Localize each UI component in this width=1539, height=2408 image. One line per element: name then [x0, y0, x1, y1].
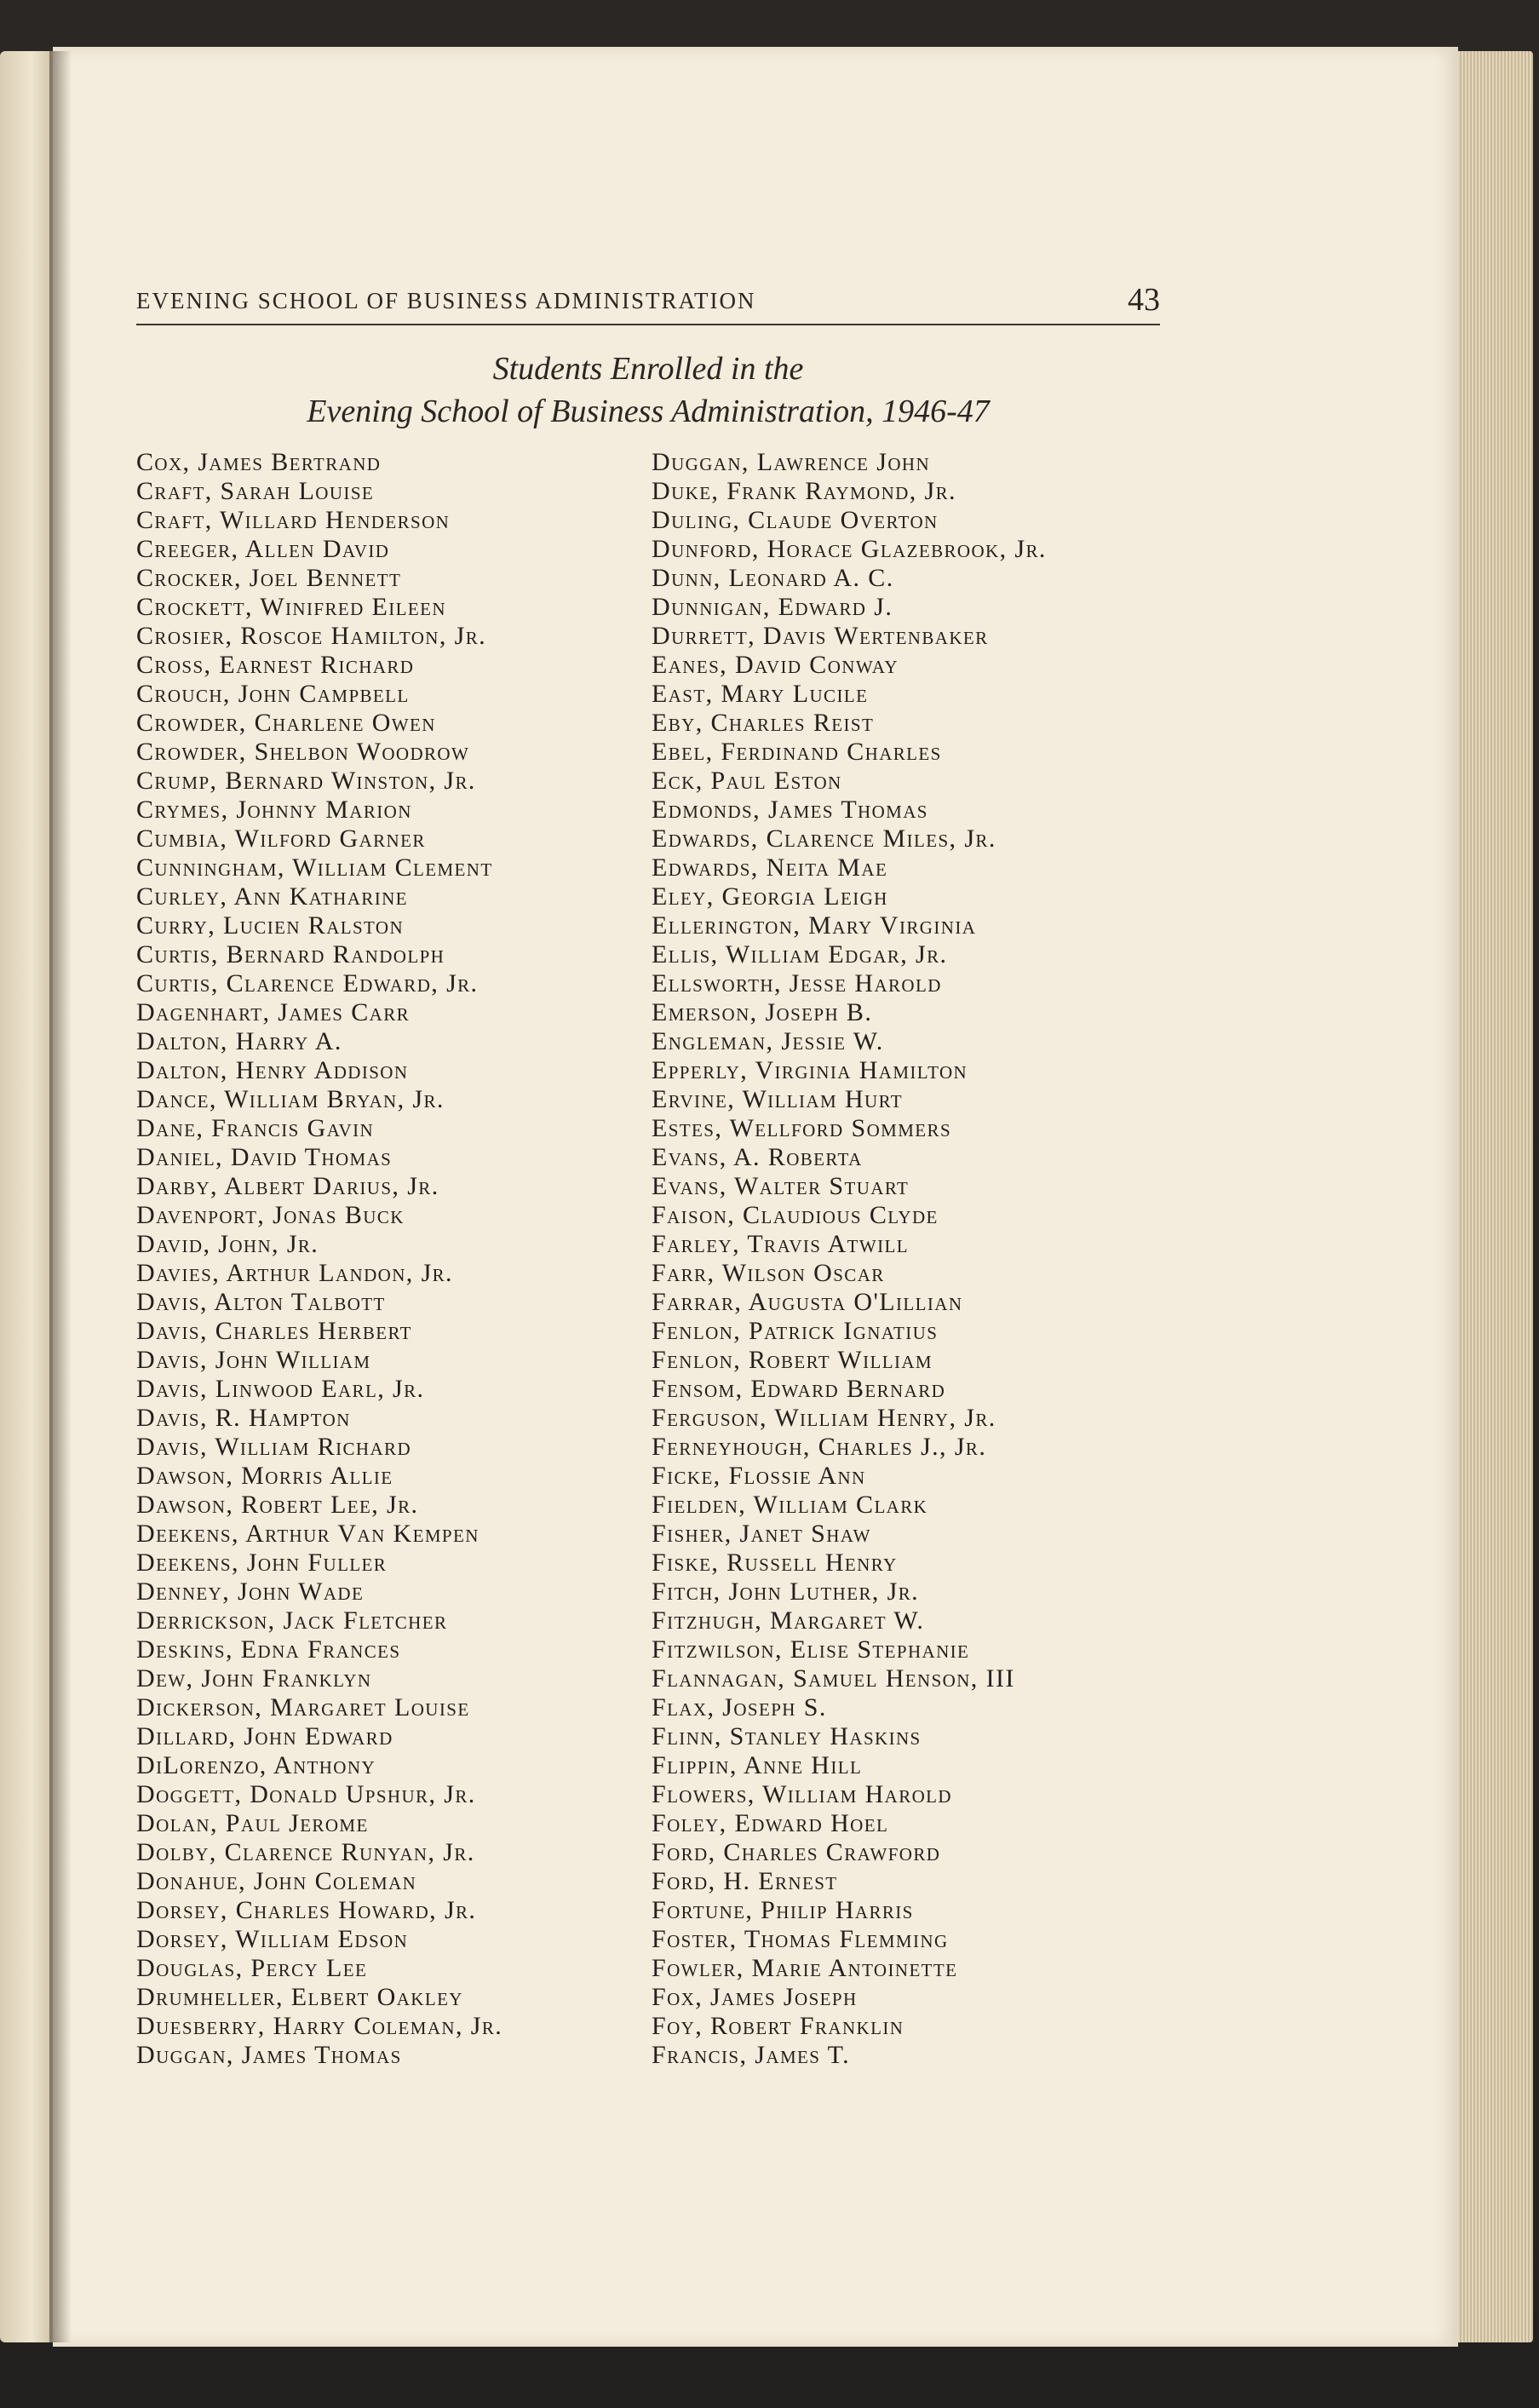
student-name: Fox, James Joseph — [652, 1983, 858, 2011]
student-name: Ebel, Ferdinand Charles — [652, 738, 942, 766]
student-name: Dunnigan, Edward J. — [652, 593, 893, 621]
student-name: Fenlon, Patrick Ignatius — [652, 1317, 939, 1345]
student-name: Duesberry, Harry Coleman, Jr. — [136, 2012, 503, 2040]
student-name: Eley, Georgia Leigh — [652, 882, 888, 911]
student-name: Crockett, Winifred Eileen — [136, 593, 446, 621]
student-name: Foley, Edward Hoel — [652, 1809, 889, 1837]
student-name: Fensom, Edward Bernard — [652, 1375, 946, 1403]
student-name: Edwards, Neita Mae — [652, 853, 888, 882]
student-name: Dalton, Harry A. — [136, 1027, 342, 1055]
title-line-2: Evening School of Business Administration, 1946-47 — [307, 394, 990, 429]
student-name: Dalton, Henry Addison — [136, 1056, 409, 1084]
left-page-edge — [0, 51, 53, 2342]
student-name: Donahue, John Coleman — [136, 1867, 417, 1895]
student-name: Dorsey, Charles Howard, Jr. — [136, 1896, 477, 1924]
student-name: Fortune, Philip Harris — [652, 1896, 914, 1924]
student-name: Fenlon, Robert William — [652, 1346, 933, 1374]
student-name: Farr, Wilson Oscar — [652, 1259, 885, 1287]
student-name: Epperly, Virginia Hamilton — [652, 1056, 968, 1084]
student-name: Eck, Paul Eston — [652, 767, 842, 795]
student-name: Crocker, Joel Bennett — [136, 564, 402, 592]
student-list-left — [136, 448, 630, 2070]
student-name: Fitzhugh, Margaret W. — [652, 1606, 925, 1635]
student-name: Ellerington, Mary Virginia — [652, 911, 977, 940]
student-name: Eby, Charles Reist — [652, 709, 875, 737]
title-line-1: Students Enrolled in the — [492, 351, 804, 387]
student-name: Crowder, Charlene Owen — [136, 709, 436, 737]
student-name: Evans, Walter Stuart — [652, 1172, 910, 1200]
page-stack-edge — [1448, 51, 1533, 2342]
student-name: Drumheller, Elbert Oakley — [136, 1983, 463, 2011]
student-name: Duke, Frank Raymond, Jr. — [652, 477, 956, 505]
student-name: Dane, Francis Gavin — [136, 1114, 375, 1142]
student-name: Ellsworth, Jesse Harold — [652, 969, 942, 997]
student-name: Duggan, James Thomas — [136, 2041, 402, 2069]
student-name: Ellis, William Edgar, Jr. — [652, 940, 948, 968]
student-name: Engleman, Jessie W. — [652, 1027, 884, 1055]
student-name: Denney, John Wade — [136, 1578, 365, 1606]
page-title — [136, 348, 1160, 433]
student-name: Farley, Travis Atwill — [652, 1230, 909, 1258]
student-name: Dagenhart, James Carr — [136, 998, 411, 1026]
student-name: Dance, William Bryan, Jr. — [136, 1085, 445, 1113]
student-name: Emerson, Joseph B. — [652, 998, 873, 1026]
student-name: Crouch, John Campbell — [136, 680, 410, 708]
student-name: Edmonds, James Thomas — [652, 796, 928, 824]
student-name: East, Mary Lucile — [652, 680, 869, 708]
student-name: Dew, John Franklyn — [136, 1664, 372, 1692]
student-name: Francis, James T. — [652, 2041, 851, 2069]
student-name: Foy, Robert Franklin — [652, 2012, 904, 2040]
student-name: Flippin, Anne Hill — [652, 1751, 863, 1779]
student-name: Cross, Earnest Richard — [136, 651, 415, 679]
student-name: David, John, Jr. — [136, 1230, 319, 1258]
student-name: Ferneyhough, Charles J., Jr. — [652, 1433, 987, 1461]
student-name: Edwards, Clarence Miles, Jr. — [652, 825, 996, 853]
student-name: Dolan, Paul Jerome — [136, 1809, 369, 1837]
page-header — [136, 284, 1160, 325]
student-name: Farrar, Augusta O'Lillian — [652, 1288, 963, 1316]
student-name: Davis, Charles Herbert — [136, 1317, 412, 1345]
student-name: Eanes, David Conway — [652, 651, 899, 679]
student-name: Ford, H. Ernest — [652, 1867, 838, 1895]
student-name: Davis, Linwood Earl, Jr. — [136, 1375, 425, 1403]
student-name: Flax, Joseph S. — [652, 1693, 827, 1721]
student-name: Estes, Wellford Sommers — [652, 1114, 952, 1142]
student-name: Cumbia, Wilford Garner — [136, 825, 426, 853]
student-name: Fielden, William Clark — [652, 1491, 928, 1519]
page-number: 43 — [1128, 282, 1160, 318]
student-name: Curtis, Clarence Edward, Jr. — [136, 969, 479, 997]
running-head: EVENING SCHOOL OF BUSINESS ADMINISTRATION — [136, 288, 756, 313]
student-name: Doggett, Donald Upshur, Jr. — [136, 1780, 476, 1808]
student-name: Darby, Albert Darius, Jr. — [136, 1172, 439, 1200]
student-name: Dorsey, William Edson — [136, 1925, 409, 1953]
student-name: Evans, A. Roberta — [652, 1143, 863, 1171]
student-name: Durrett, Davis Wertenbaker — [652, 622, 989, 650]
spine-shadow — [49, 51, 72, 2342]
student-name: Fiske, Russell Henry — [652, 1549, 898, 1577]
student-name: Duggan, Lawrence John — [652, 448, 931, 476]
student-name: Curtis, Bernard Randolph — [136, 940, 445, 968]
student-name: Crymes, Johnny Marion — [136, 796, 412, 824]
student-name: Dickerson, Margaret Louise — [136, 1693, 470, 1721]
student-name: Deskins, Edna Frances — [136, 1635, 401, 1664]
student-name: Davis, Alton Talbott — [136, 1288, 386, 1316]
student-name: Davies, Arthur Landon, Jr. — [136, 1259, 453, 1287]
student-name: Derrickson, Jack Fletcher — [136, 1606, 448, 1635]
student-name: Dunford, Horace Glazebrook, Jr. — [652, 535, 1047, 563]
student-name: Fowler, Marie Antoinette — [652, 1954, 958, 1982]
student-name: Davis, John William — [136, 1346, 371, 1374]
student-name: Flinn, Stanley Haskins — [652, 1722, 922, 1750]
student-name: Foster, Thomas Flemming — [652, 1925, 949, 1953]
student-name: Deekens, John Fuller — [136, 1549, 388, 1577]
student-name: Duling, Claude Overton — [652, 506, 939, 534]
student-name: Crosier, Roscoe Hamilton, Jr. — [136, 622, 487, 650]
student-name: Fitzwilson, Elise Stephanie — [652, 1635, 970, 1664]
student-name: Crump, Bernard Winston, Jr. — [136, 767, 476, 795]
student-name: Flowers, William Harold — [652, 1780, 952, 1808]
student-name: DiLorenzo, Anthony — [136, 1751, 376, 1779]
student-name: Ficke, Flossie Ann — [652, 1462, 866, 1490]
student-name: Ferguson, William Henry, Jr. — [652, 1404, 996, 1432]
student-name: Flannagan, Samuel Henson, III — [652, 1664, 1015, 1692]
student-name: Craft, Willard Henderson — [136, 506, 451, 534]
student-name: Curley, Ann Katharine — [136, 882, 408, 911]
student-name: Ervine, William Hurt — [652, 1085, 903, 1113]
student-name: Curry, Lucien Ralston — [136, 911, 405, 940]
student-list-right — [652, 448, 1180, 2070]
student-name: Deekens, Arthur Van Kempen — [136, 1520, 480, 1548]
student-name: Ford, Charles Crawford — [652, 1838, 941, 1866]
student-name: Davis, William Richard — [136, 1433, 412, 1461]
student-name: Dillard, John Edward — [136, 1722, 393, 1750]
student-name: Douglas, Percy Lee — [136, 1954, 368, 1982]
student-name: Dawson, Morris Allie — [136, 1462, 393, 1490]
student-name: Dolby, Clarence Runyan, Jr. — [136, 1838, 475, 1866]
student-name: Davenport, Jonas Buck — [136, 1201, 405, 1229]
student-name: Cox, James Bertrand — [136, 448, 382, 476]
student-name: Cunningham, William Clement — [136, 853, 493, 882]
student-name: Crowder, Shelbon Woodrow — [136, 738, 470, 766]
student-name: Creeger, Allen David — [136, 535, 390, 563]
student-name: Dawson, Robert Lee, Jr. — [136, 1491, 419, 1519]
student-name: Fisher, Janet Shaw — [652, 1520, 871, 1548]
student-name: Davis, R. Hampton — [136, 1404, 351, 1432]
student-name: Craft, Sarah Louise — [136, 477, 375, 505]
student-name: Daniel, David Thomas — [136, 1143, 393, 1171]
student-name: Fitch, John Luther, Jr. — [652, 1578, 920, 1606]
student-name: Dunn, Leonard A. C. — [652, 564, 894, 592]
student-name: Faison, Claudious Clyde — [652, 1201, 939, 1229]
